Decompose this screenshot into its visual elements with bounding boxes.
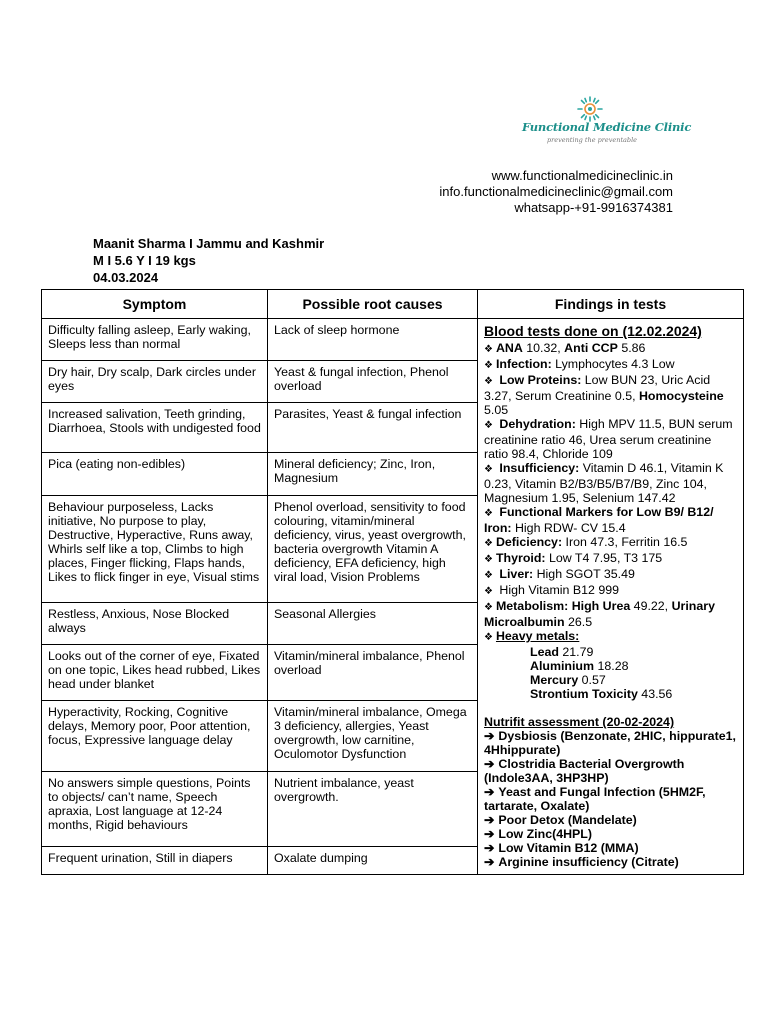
symptom-cell: Dry hair, Dry scalp, Dark circles under eyes <box>42 361 268 403</box>
symptom-cell: Increased salivation, Teeth grinding, Diarrhoea, Stools with undigested food <box>42 403 268 453</box>
finding-item <box>484 341 737 357</box>
table-row <box>42 319 744 361</box>
heavy-metal-item <box>484 687 737 701</box>
diamond-bullet-icon: ❖ <box>484 570 493 581</box>
nutrifit-text: Yeast and Fungal Infection (5HM2F, tartarate, Oxalate) <box>484 785 706 813</box>
finding-text: Thyroid: <box>495 551 546 565</box>
finding-item <box>484 417 737 461</box>
clinic-name: Functional Medicine Clinic <box>522 120 692 134</box>
diamond-bullet-icon: ❖ <box>484 586 493 597</box>
finding-text: 5.05 <box>484 403 509 417</box>
finding-text: High Vitamin B12 999 <box>495 583 620 597</box>
root-cause-cell: Mineral deficiency; Zinc, Iron, Magnesium <box>268 453 478 495</box>
heavy-metals-heading <box>484 629 737 645</box>
nutrifit-title: Nutrifit assessment (20-02-2024) <box>484 715 675 729</box>
nutrifit-item <box>484 785 737 813</box>
finding-text: Insufficiency: <box>495 461 580 475</box>
clinic-tagline: preventing the preventable <box>546 136 638 144</box>
diamond-bullet-icon: ❖ <box>484 376 493 387</box>
finding-text: 49.22, <box>630 599 672 613</box>
metal-value: 21.79 <box>558 645 594 659</box>
metal-value: 43.56 <box>637 687 673 701</box>
nutrifit-item <box>484 813 737 827</box>
root-cause-cell: Seasonal Allergies <box>268 602 478 644</box>
nutrifit-text: Clostridia Bacterial Overgrowth (Indole3AA, 3HP3HP) <box>484 757 685 785</box>
root-cause-cell: Oxalate dumping <box>268 846 478 874</box>
finding-item <box>484 461 737 505</box>
symptom-cell: Restless, Anxious, Nose Blocked always <box>42 602 268 644</box>
symptom-cell: Behaviour purposeless, Lacks initiative, No purpose to play, Destructive, Hyperactive, Runs away, Whirls self like a top, Climbs to high places, Finger flicking, Flaps hands, Likes to flick finger in eye, Visual stims <box>42 495 268 602</box>
nutrifit-item <box>484 729 737 757</box>
symptoms-table <box>41 289 744 875</box>
header-root-causes: Possible root causes <box>268 290 478 319</box>
finding-text: High SGOT 35.49 <box>533 567 635 581</box>
finding-text: Low T4 7.95, T3 175 <box>545 551 663 565</box>
arrow-icon: ➔ <box>484 813 495 827</box>
finding-text: Functional Markers for Low B9/ B12/ Iron: <box>484 505 714 535</box>
metal-value: 0.57 <box>578 673 606 687</box>
symptom-cell: No answers simple questions, Points to objects/ can’t name, Speech apraxia, Lost language at 12-24 months, Rigid behaviours <box>42 771 268 846</box>
finding-text: Liver: <box>495 567 534 581</box>
metal-value: 18.28 <box>594 659 629 673</box>
finding-text: Infection: <box>495 357 552 371</box>
finding-text: ANA <box>495 341 523 355</box>
finding-text: Iron 47.3, Ferritin 16.5 <box>562 535 688 549</box>
root-cause-cell: Yeast & fungal infection, Phenol overload <box>268 361 478 403</box>
diamond-bullet-icon: ❖ <box>484 420 493 431</box>
nutrifit-item <box>484 757 737 785</box>
finding-text: Low Proteins: <box>495 373 582 387</box>
arrow-icon: ➔ <box>484 729 495 743</box>
symptom-cell: Looks out of the corner of eye, Fixated on one topic, Likes head rubbed, Likes head under blanket <box>42 645 268 701</box>
finding-item <box>484 357 737 373</box>
sun-logo-icon <box>574 96 606 122</box>
arrow-icon: ➔ <box>484 785 495 799</box>
diamond-bullet-icon: ❖ <box>484 464 493 475</box>
root-cause-cell: Vitamin/mineral imbalance, Omega 3 deficiency, allergies, Yeast overgrowth, low carnitine, Oculomotor Dysfunction <box>268 701 478 771</box>
finding-text: Deficiency: <box>495 535 563 549</box>
blood-tests-title: Blood tests done on (12.02.2024) <box>484 323 702 339</box>
finding-text: Low BUN 23, Uric Acid 3.27, Serum Creatinine 0.5, <box>484 373 711 403</box>
finding-text: High RDW- CV 15.4 <box>511 521 626 535</box>
contact-block <box>439 168 673 216</box>
email-link[interactable]: info.functionalmedicineclinic@gmail.com <box>439 184 673 199</box>
arrow-icon: ➔ <box>484 841 495 855</box>
arrow-icon: ➔ <box>484 757 495 771</box>
nutrifit-item <box>484 841 737 855</box>
diamond-bullet-icon: ❖ <box>484 538 493 549</box>
nutrifit-text: Poor Detox (Mandelate) <box>498 813 637 827</box>
finding-item <box>484 583 737 599</box>
finding-text: Anti CCP <box>564 341 618 355</box>
finding-text: Dehydration: <box>495 417 576 431</box>
diamond-bullet-icon: ❖ <box>484 554 493 565</box>
nutrifit-text: Arginine insufficiency (Citrate) <box>498 855 679 869</box>
patient-info <box>93 235 324 286</box>
root-cause-cell: Nutrient imbalance, yeast overgrowth. <box>268 771 478 846</box>
finding-text: Lymphocytes 4.3 Low <box>551 357 675 371</box>
finding-item <box>484 373 737 417</box>
finding-text: 10.32, <box>522 341 565 355</box>
heavy-metal-item <box>484 659 737 673</box>
nutrifit-item <box>484 827 737 841</box>
metal-name: Mercury <box>530 673 579 687</box>
patient-name-location: Maanit Sharma I Jammu and Kashmir <box>93 236 325 251</box>
header-findings: Findings in tests <box>478 290 744 319</box>
table-header-row <box>42 290 744 319</box>
heavy-metal-item <box>484 645 737 659</box>
finding-item <box>484 599 737 629</box>
website-link[interactable]: www.functionalmedicineclinic.in <box>491 168 673 183</box>
finding-text: High MPV 11.5, BUN serum creatinine ratio 46, Urea serum creatinine ratio 98.4, Chloride 109 <box>484 417 733 461</box>
finding-item <box>484 505 737 535</box>
header-symptom: Symptom <box>42 290 268 319</box>
diamond-bullet-icon: ❖ <box>484 360 493 371</box>
whatsapp-number: whatsapp-+91-9916374381 <box>514 200 673 215</box>
nutrifit-item <box>484 855 737 869</box>
finding-text: Metabolism: High Urea <box>495 599 631 613</box>
nutrifit-text: Dysbiosis (Benzonate, 2HIC, hippurate1, 4Hhippurate) <box>484 729 736 757</box>
heavy-metals-label: Heavy metals: <box>495 629 580 643</box>
finding-text: 26.5 <box>564 615 593 629</box>
symptom-cell: Pica (eating non-edibles) <box>42 453 268 495</box>
finding-text: Homocysteine <box>638 389 724 403</box>
nutrifit-text: Low Zinc(4HPL) <box>498 827 593 841</box>
clinic-logo <box>516 96 692 154</box>
metal-name: Aluminium <box>530 659 595 673</box>
report-date: 04.03.2024 <box>93 270 159 285</box>
diamond-bullet-icon: ❖ <box>484 344 493 355</box>
nutrifit-text: Low Vitamin B12 (MMA) <box>498 841 639 855</box>
findings-cell <box>478 319 744 875</box>
finding-text: Vitamin D 46.1, Vitamin K 0.23, Vitamin B2/B3/B5/B7/B9, Zinc 104, Magnesium 1.95, Selenium 147.42 <box>484 461 724 505</box>
symptom-cell: Hyperactivity, Rocking, Cognitive delays, Memory poor, Poor attention, focus, Expressive language delay <box>42 701 268 771</box>
finding-text: 5.86 <box>617 341 646 355</box>
arrow-icon: ➔ <box>484 855 495 869</box>
arrow-icon: ➔ <box>484 827 495 841</box>
diamond-bullet-icon: ❖ <box>484 602 493 613</box>
diamond-bullet-icon: ❖ <box>484 632 493 643</box>
symptom-cell: Frequent urination, Still in diapers <box>42 846 268 874</box>
finding-text: Urinary Microalbumin <box>484 599 715 629</box>
finding-item <box>484 535 737 551</box>
heavy-metal-item <box>484 673 737 687</box>
metal-name: Lead <box>530 645 559 659</box>
finding-item <box>484 567 737 583</box>
root-cause-cell: Parasites, Yeast & fungal infection <box>268 403 478 453</box>
metal-name: Strontium Toxicity <box>530 687 638 701</box>
diamond-bullet-icon: ❖ <box>484 508 493 519</box>
root-cause-cell: Lack of sleep hormone <box>268 319 478 361</box>
finding-item <box>484 551 737 567</box>
patient-demographics: M I 5.6 Y I 19 kgs <box>93 253 196 268</box>
root-cause-cell: Vitamin/mineral imbalance, Phenol overload <box>268 645 478 701</box>
root-cause-cell: Phenol overload, sensitivity to food colouring, vitamin/mineral deficiency, virus, yeast overgrowth, bacteria overgrowth Vitamin A deficiency, EFA deficiency, high viral load, Vision Problems <box>268 495 478 602</box>
symptom-cell: Difficulty falling asleep, Early waking, Sleeps less than normal <box>42 319 268 361</box>
